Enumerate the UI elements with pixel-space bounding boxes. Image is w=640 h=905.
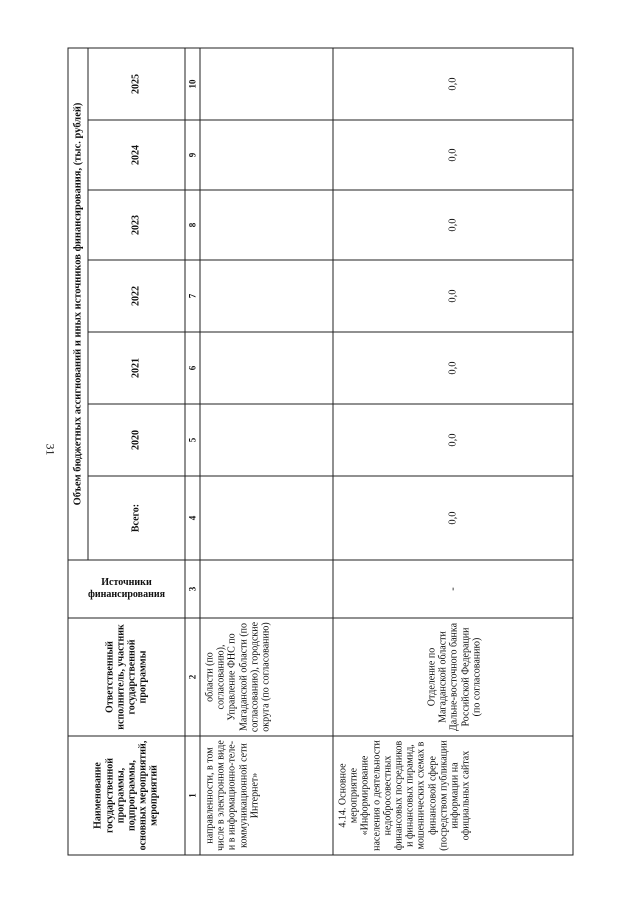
header-year-2021: 2021 (88, 332, 185, 404)
row-total (200, 476, 333, 560)
column-number: 1 (185, 736, 200, 855)
column-number: 6 (185, 332, 200, 404)
column-number: 8 (185, 190, 200, 260)
column-number: 7 (185, 260, 200, 332)
page-number: 31 (43, 443, 58, 456)
table-row (333, 48, 573, 855)
header-year-2020: 2020 (88, 404, 185, 476)
header-year-2025: 2025 (88, 48, 185, 120)
column-number: 10 (185, 48, 200, 120)
column-number: 3 (185, 560, 200, 618)
header-name: Наименование государственной программы, подпрограммы, основных мероприятий, мероприятий (68, 736, 185, 855)
row-value-2025 (200, 48, 333, 120)
column-number: 5 (185, 404, 200, 476)
row-value-2021: 0,0 (333, 332, 573, 404)
header-year-2022: 2022 (88, 260, 185, 332)
rotated-table-sheet (68, 49, 573, 856)
row-total: 0,0 (333, 476, 573, 560)
header-executor: Ответственный исполнитель, участник государственной программы (68, 618, 185, 736)
row-executor: области (по согласованию), Управление ФНС по Магаданской области (по согласованию), городские округа (по согласованию) (200, 618, 333, 736)
row-value-2024 (200, 120, 333, 190)
column-number: 2 (185, 618, 200, 736)
row-value-2020 (200, 404, 333, 476)
table-row (200, 48, 333, 855)
row-value-2020: 0,0 (333, 404, 573, 476)
column-number: 9 (185, 120, 200, 190)
header-funding-group: Объем бюджетных ассигнований и иных источников финансирования, (тыс. рублей) (68, 48, 88, 560)
row-name: направленности, в том числе в электронном виде и в информационно-теле-коммуникационной сети Интернет» (200, 736, 333, 855)
header-sources-line1: Источники (101, 577, 152, 589)
row-value-2024: 0,0 (333, 120, 573, 190)
row-value-2023: 0,0 (333, 190, 573, 260)
row-value-2022: 0,0 (333, 260, 573, 332)
header-sources-line2: финансирования (87, 589, 166, 600)
row-executor: Отделение по Магаданской области Дальне-восточного банка Российской Федерации (по согласованию) (333, 618, 573, 736)
row-source (200, 560, 333, 618)
row-source: - (333, 560, 573, 618)
header-year-2023: 2023 (88, 190, 185, 260)
row-value-2022 (200, 260, 333, 332)
row-value-2021 (200, 332, 333, 404)
header-year-2024: 2024 (88, 120, 185, 190)
row-name: 4.14. Основное мероприятие «Информирование населения о деятельности недобросовестных финансовых посредников и финансовых пирамид, мошеннических схемах в финансовой сфере (посредством публикации информации на официальных сайтах (333, 736, 573, 855)
funding-table (68, 48, 574, 856)
row-value-2023 (200, 190, 333, 260)
row-value-2025: 0,0 (333, 48, 573, 120)
column-number: 4 (185, 476, 200, 560)
header-sources (68, 560, 185, 618)
header-total: Всего: (88, 476, 185, 560)
